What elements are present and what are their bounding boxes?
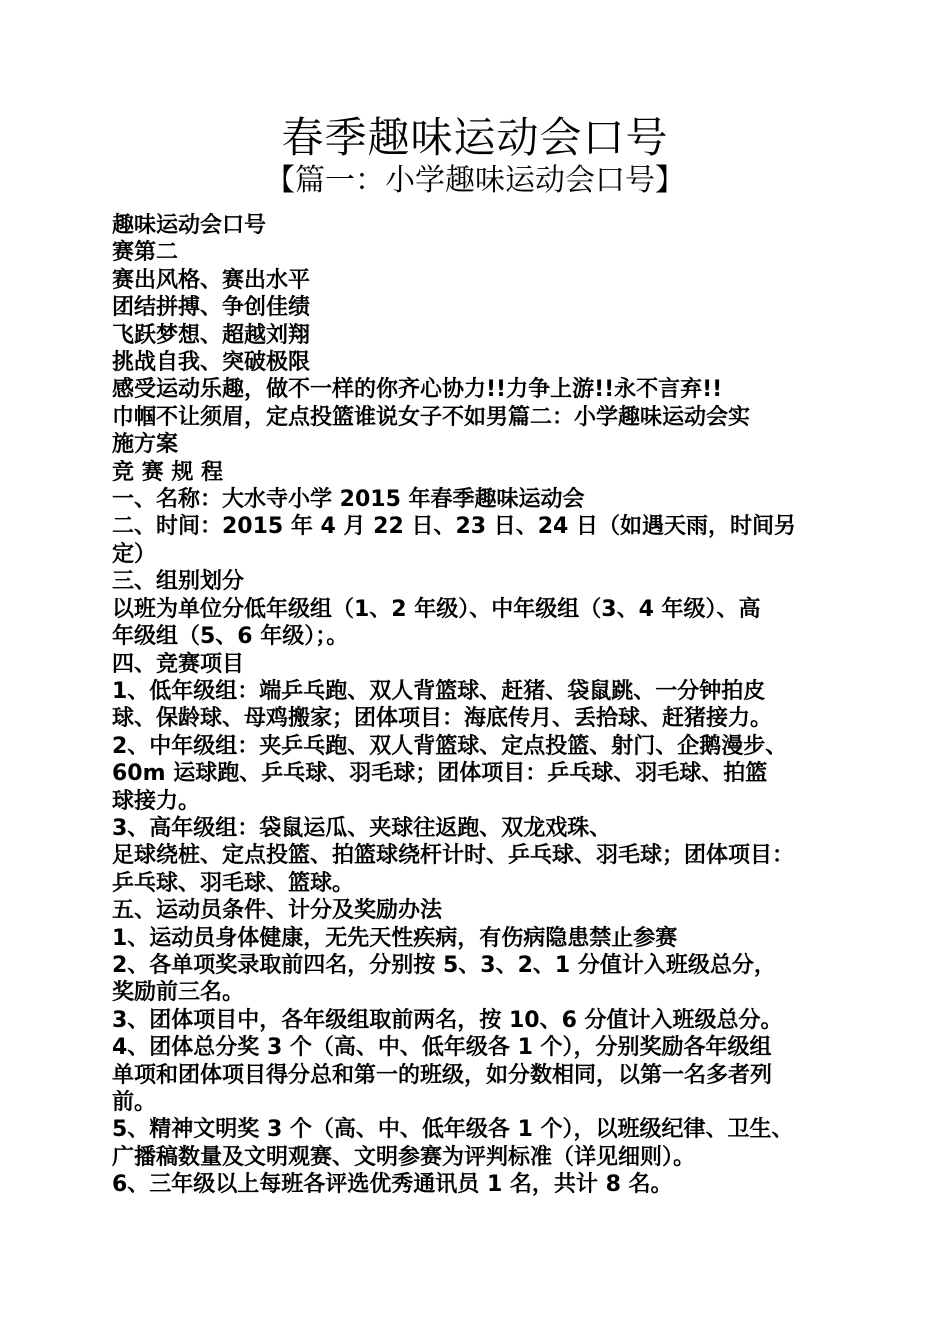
body-line: 飞跃梦想、超越刘翔 [112,322,311,348]
body-line: 单项和团体项目得分总和第一的班级，如分数相同，以第一名多者列 [112,1062,773,1088]
body-line: 五、运动员条件、计分及奖励办法 [112,898,443,924]
body-line: 巾帼不让须眉，定点投篮谁说女子不如男篇二：小学趣味运动会实 [112,404,751,430]
body-line: 前。 [112,1090,157,1115]
body-line: 四、竞赛项目 [112,651,245,677]
body-line: 团结拼搏、争创佳绩 [112,295,311,321]
body-line: 球、保龄球、母鸡搬家；团体项目：海底传月、丢拾球、赶猪接力。 [112,706,773,732]
body-line: 三、组别划分 [112,569,245,595]
body-line: 1、运动员身体健康，无先天性疾病，有伤病隐患禁止参赛 [112,925,678,951]
body-line: 2、各单项奖录取前四名，分别按 5、3、2、1 分值计入班级总分， [112,952,776,978]
body-line: 以班为单位分低年级组（1、2 年级）、中年级组（3、4 年级）、高 [112,596,761,622]
body-line: 3、团体项目中，各年级组取前两名，按 10、6 分值计入班级总分。 [112,1007,783,1033]
body-line: 竞 赛 规 程 [112,459,223,485]
body-line: 赛出风格、赛出水平 [112,267,311,293]
body-line: 奖励前三名。 [112,980,245,1006]
body-line: 足球绕桩、定点投篮、拍篮球绕杆计时、乒乓球、羽毛球；团体项目： [112,843,795,869]
body-line: 6、三年级以上每班各评选优秀通讯员 1 名，共计 8 名。 [112,1172,673,1198]
body-line: 4、团体总分奖 3 个（高、中、低年级各 1 个），分别奖励各年级组 [112,1035,772,1061]
body-line: 5、精神文明奖 3 个（高、中、低年级各 1 个），以班级纪律、卫生、 [112,1117,794,1143]
body-line: 定） [112,541,157,567]
body-line: 感受运动乐趣，做不一样的你齐心协力!!力争上游!!永不言弃!! [112,377,723,403]
body-line: 挑战自我、突破极限 [112,350,311,376]
body-line: 赛第二 [112,240,179,266]
body-line: 趣味运动会口号 [112,213,267,238]
document-title: 春季趣味运动会口号 [281,113,669,162]
document-subtitle: 【篇一：小学趣味运动会口号】 [265,163,685,198]
body-line: 3、高年级组：袋鼠运瓜、夹球往返跑、双龙戏珠、 [112,815,612,841]
body-line: 乒乓球、羽毛球、篮球。 [112,870,355,896]
body-line: 一、名称：大水寺小学 2015 年春季趣味运动会 [112,487,585,513]
body-line: 60m 运球跑、乒乓球、羽毛球；团体项目：乒乓球、羽毛球、拍篮 [112,761,768,787]
body-line: 球接力。 [112,788,201,814]
document-body [112,212,847,1199]
body-line: 2、中年级组：夹乒乓跑、双人背篮球、定点投篮、射门、企鹅漫步、 [112,733,788,759]
body-line: 施方案 [112,432,179,458]
body-line: 广播稿数量及文明观赛、文明参赛为评判标准（详见细则）。 [112,1144,696,1170]
body-line: 1、低年级组：端乒乓跑、双人背篮球、赶猪、袋鼠跳、一分钟拍皮 [112,678,766,704]
body-line: 年级组（5、6 年级）；。 [112,624,349,650]
body-line: 二、时间：2015 年 4 月 22 日、23 日、24 日（如遇天雨，时间另 [112,514,796,540]
